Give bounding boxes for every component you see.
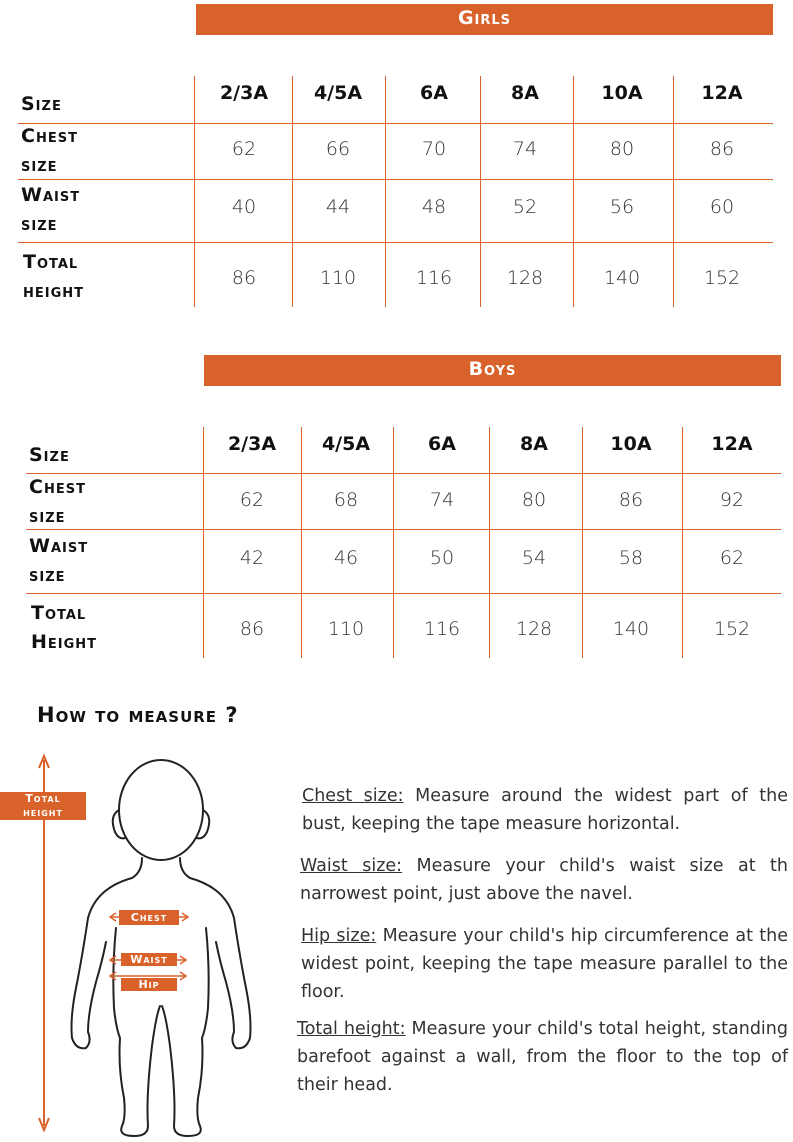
- boys-waist-value: 54: [521, 547, 547, 569]
- total-height-tag-line-2: height: [23, 806, 63, 819]
- hip-tag: Hip: [121, 978, 177, 991]
- girls-height-value: 140: [603, 267, 641, 289]
- waist-instruction: [300, 852, 788, 908]
- boys-col-divider: [393, 427, 394, 658]
- waist-text: Measure your child's waist size at th narrowest point, just above the navel.: [300, 856, 788, 904]
- boys-chest-value: 74: [429, 489, 455, 511]
- girls-height-value: 110: [319, 267, 357, 289]
- girls-chest-value: 70: [421, 138, 447, 160]
- boys-size-header: 8A: [520, 433, 548, 455]
- boys-col-divider: [682, 427, 683, 658]
- how-to-measure-title: How to measure ?: [37, 703, 239, 727]
- boys-chest-value: 80: [521, 489, 547, 511]
- girls-col-divider: [194, 76, 195, 307]
- chest-tag: Chest: [119, 910, 179, 925]
- boys-size-header: 6A: [428, 433, 456, 455]
- girls-waist-value: 48: [421, 196, 447, 218]
- girls-height-value: 128: [506, 267, 544, 289]
- girls-size-header: 6A: [420, 82, 448, 104]
- girls-waist-value: 44: [325, 196, 351, 218]
- boys-row-divider: [26, 473, 781, 474]
- boys-height-value: 128: [515, 618, 553, 640]
- chest-text: Measure around the widest part of the bust, keeping the tape measure horizontal.: [302, 786, 788, 834]
- girls-col-divider: [673, 76, 674, 307]
- girls-size-header: 10A: [601, 82, 643, 104]
- waist-tag: Waist: [121, 953, 177, 966]
- girls-waist-value: 56: [609, 196, 635, 218]
- boys-size-header: 12A: [711, 433, 753, 455]
- boys-height-value: 110: [327, 618, 365, 640]
- girls-size-header: 4/5A: [313, 82, 363, 104]
- boys-col-divider: [203, 427, 204, 658]
- waist-term: Waist size:: [300, 856, 403, 876]
- boys-chest-value: 68: [333, 489, 359, 511]
- total-height-tag-line-1: Total: [25, 792, 61, 805]
- girls-size-label: Size: [21, 93, 62, 115]
- girls-chest-label-1: Chest: [21, 125, 78, 147]
- boys-chest-value: 86: [618, 489, 644, 511]
- boys-banner: Boys: [204, 355, 781, 386]
- boys-chest-value: 92: [719, 489, 745, 511]
- girls-height-value: 152: [703, 267, 741, 289]
- girls-size-header: 8A: [511, 82, 539, 104]
- total-height-instruction: [297, 1015, 788, 1099]
- hip-term: Hip size:: [301, 926, 377, 946]
- boys-size-header: 4/5A: [321, 433, 371, 455]
- boys-height-label-2: Height: [31, 631, 98, 653]
- girls-chest-value: 62: [231, 138, 257, 160]
- girls-size-header: 12A: [701, 82, 743, 104]
- girls-chest-value: 74: [512, 138, 538, 160]
- girls-chest-label-2: size: [21, 154, 58, 176]
- boys-height-label-1: Total: [31, 602, 87, 624]
- girls-height-label-2: height: [23, 280, 85, 302]
- boys-height-value: 86: [239, 618, 265, 640]
- boys-waist-label-1: Waist: [29, 535, 89, 557]
- boys-chest-label-2: size: [29, 505, 66, 527]
- chest-instruction: [302, 782, 788, 838]
- boys-row-divider: [26, 529, 781, 530]
- girls-col-divider: [385, 76, 386, 307]
- boys-waist-value: 58: [618, 547, 644, 569]
- hip-text: Measure your child's hip circumference at the widest point, keeping the tape measure parallel to the floor.: [301, 926, 788, 1002]
- boys-waist-value: 46: [333, 547, 359, 569]
- girls-waist-value: 52: [512, 196, 538, 218]
- boys-size-label: Size: [29, 444, 70, 466]
- girls-height-value: 86: [231, 267, 257, 289]
- girls-row-divider: [18, 179, 773, 180]
- girls-chest-value: 86: [709, 138, 735, 160]
- boys-size-header: 10A: [610, 433, 652, 455]
- total-height-text: Measure your child's total height, standing barefoot against a wall, from the floor to the top of their head.: [297, 1019, 788, 1095]
- girls-chest-value: 80: [609, 138, 635, 160]
- girls-banner: Girls: [196, 4, 773, 35]
- boys-chest-value: 62: [239, 489, 265, 511]
- girls-height-label-1: Total: [23, 251, 79, 273]
- boys-height-value: 152: [713, 618, 751, 640]
- girls-chest-value: 66: [325, 138, 351, 160]
- boys-height-value: 116: [423, 618, 461, 640]
- boys-waist-label-2: size: [29, 564, 66, 586]
- total-height-tag: [0, 792, 86, 820]
- boys-height-value: 140: [612, 618, 650, 640]
- girls-waist-value: 60: [709, 196, 735, 218]
- total-height-term: Total height:: [297, 1019, 406, 1039]
- boys-waist-value: 62: [719, 547, 745, 569]
- boys-chest-label-1: Chest: [29, 476, 86, 498]
- boys-col-divider: [582, 427, 583, 658]
- chest-term: Chest size:: [302, 786, 404, 806]
- girls-col-divider: [573, 76, 574, 307]
- boys-size-header: 2/3A: [227, 433, 277, 455]
- girls-waist-value: 40: [231, 196, 257, 218]
- girls-row-divider: [18, 242, 773, 243]
- girls-waist-label-2: size: [21, 213, 58, 235]
- boys-waist-value: 50: [429, 547, 455, 569]
- boys-row-divider: [26, 593, 781, 594]
- hip-instruction: [301, 922, 788, 1006]
- boys-waist-value: 42: [239, 547, 265, 569]
- girls-size-header: 2/3A: [219, 82, 269, 104]
- girls-height-value: 116: [415, 267, 453, 289]
- girls-row-divider: [18, 123, 773, 124]
- girls-waist-label-1: Waist: [21, 184, 81, 206]
